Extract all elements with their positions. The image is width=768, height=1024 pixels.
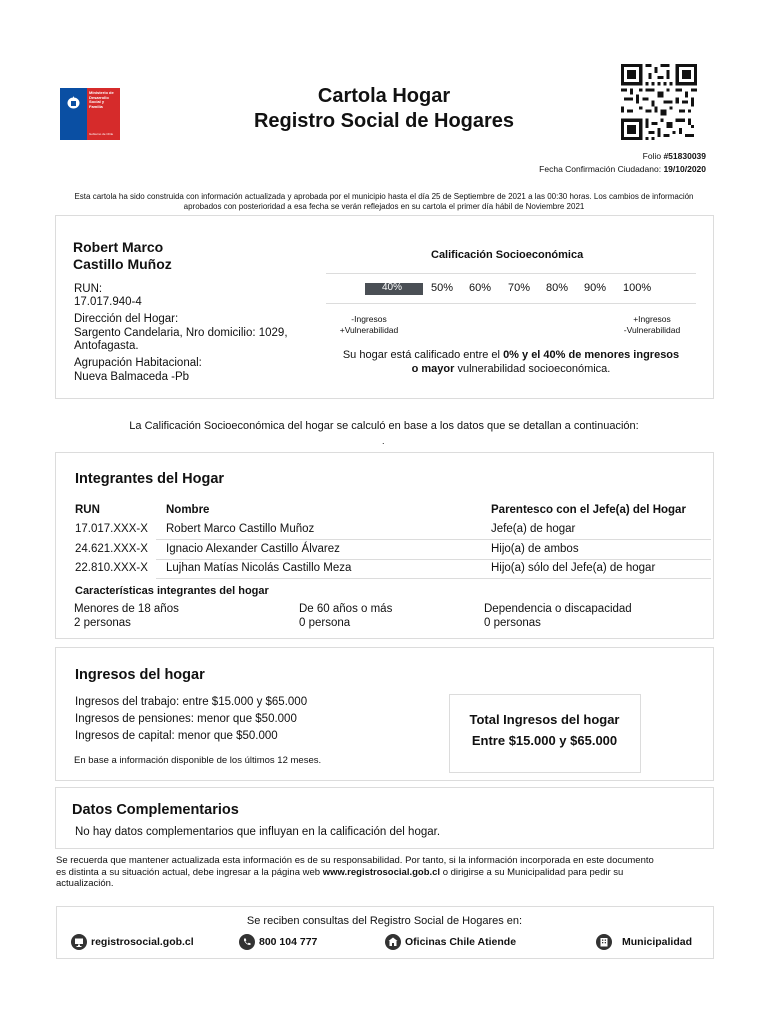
note-line3: actualización. — [56, 878, 114, 889]
group-value: Nueva Balmaceda -Pb — [74, 371, 190, 383]
scale-level-60: 60% — [469, 282, 492, 294]
scale-left-caption — [338, 314, 400, 336]
summary-part-a: Su hogar está calificado entre el — [342, 349, 500, 361]
member-name: Robert Marco Castillo Muñoz — [166, 523, 315, 535]
contact-label: Municipalidad — [622, 936, 693, 948]
income-title: Ingresos del hogar — [75, 667, 205, 683]
contact-municipality[interactable] — [596, 934, 692, 950]
scale-level-50: 50% — [431, 282, 454, 294]
summary-part-b: 0% y el 40% de menores ingresos — [503, 349, 680, 361]
member-run: 22.810.XXX-X — [75, 562, 148, 574]
complementary-title: Datos Complementarios — [72, 802, 239, 818]
scale-level-80: 80% — [546, 282, 569, 294]
characteristic-label: Dependencia o discapacidad — [484, 603, 632, 615]
run-value: 17.017.940-4 — [74, 296, 142, 308]
folio — [643, 151, 706, 161]
col-header-run: RUN — [75, 504, 100, 516]
folio-value: #51830039 — [663, 151, 706, 161]
note-line1: Se recuerda que mantener actualizada esta información es de su responsabilidad. Por tanto, si la información incorporada en este documento — [56, 855, 654, 866]
update-notice: Esta cartola ha sido construida con información actualizada y aprobada por el municipio hasta el día 25 de Septiembre de 2021 a las 00:30 horas. Los cambios de información aprobados con posterioridad a esa fecha se verán reflejados en su cartola el primer día hábil de Noviembre 2021 — [74, 192, 694, 211]
scale-level-40: 40% — [382, 282, 403, 293]
calculation-intro: La Calificación Socioeconómica del hogar se calculó en base a los datos que se detallan a continuación: — [129, 420, 639, 432]
contact-website[interactable] — [71, 934, 194, 950]
characteristic-value: 0 persona — [299, 617, 351, 629]
calificacion-title: Calificación Socioeconómica — [431, 249, 584, 261]
document-title: Cartola Hogar — [317, 85, 451, 107]
total-income-value: Entre $15.000 y $65.000 — [471, 733, 618, 748]
member-relation: Jefe(a) de hogar — [491, 523, 576, 535]
col-header-nombre: Nombre — [166, 504, 210, 516]
left-caption-line2: +Vulnerabilidad — [339, 325, 399, 335]
logo-line: Desarrollo — [89, 94, 109, 100]
address-line2: Antofagasta. — [74, 340, 139, 352]
characteristic-value: 0 personas — [484, 617, 541, 629]
right-caption-line1: +Ingresos — [633, 314, 671, 324]
phone-icon — [239, 934, 255, 950]
member-relation: Hijo(a) sólo del Jefe(a) de hogar — [491, 562, 656, 574]
scale-right-caption — [617, 314, 687, 336]
person-name-line1: Robert Marco — [73, 239, 164, 255]
contact-title: Se reciben consultas del Registro Social de Hogares en: — [246, 915, 523, 927]
characteristics-title: Características integrantes del hogar — [75, 585, 269, 597]
members-title: Integrantes del Hogar — [75, 471, 225, 487]
confirmation-date — [539, 164, 706, 174]
right-caption-line2: -Vulnerabilidad — [623, 325, 681, 335]
characteristic-label: De 60 años o más — [299, 603, 393, 615]
col-header-parentesco: Parentesco con el Jefe(a) del Hogar — [491, 504, 686, 516]
contact-card — [56, 906, 714, 959]
income-card — [55, 647, 714, 781]
responsibility-note — [56, 855, 714, 890]
confirmation-date-label: Fecha Confirmación Ciudadano: — [539, 164, 662, 174]
monitor-icon — [71, 934, 87, 950]
address-line1: Sargento Candelaria, Nro domicilio: 1029, — [74, 327, 288, 339]
member-relation: Hijo(a) de ambos — [491, 543, 579, 555]
run-label: RUN: — [74, 283, 103, 295]
note-line2-c: o dirigirse a su Municipalidad para pedir su — [442, 866, 624, 878]
characteristic-value: 2 personas — [74, 617, 131, 629]
member-name: Ignacio Alexander Castillo Álvarez — [166, 543, 340, 555]
scale-level-100: 100% — [623, 282, 652, 294]
logo-line: Familia — [89, 103, 103, 109]
contact-phone[interactable] — [239, 934, 317, 950]
logo-subtitle: Gobierno de Chile — [89, 132, 114, 136]
characteristic-label: Menores de 18 años — [74, 603, 179, 615]
confirmation-date-value: 19/10/2020 — [663, 164, 706, 174]
group-label: Agrupación Habitacional: — [74, 357, 202, 369]
contact-label: Oficinas Chile Atiende — [405, 936, 517, 948]
note-line2-a: es distinta a su situación actual, debe ingresar a la página web — [56, 866, 321, 878]
intro-dot: . — [382, 436, 385, 446]
household-summary-card — [55, 215, 714, 399]
website-link[interactable]: www.registrosocial.gob.cl — [322, 866, 441, 878]
total-income-box — [449, 694, 641, 773]
member-run: 17.017.XXX-X — [75, 523, 148, 535]
building-icon — [596, 934, 612, 950]
folio-label: Folio — [642, 151, 662, 161]
office-icon — [385, 934, 401, 950]
members-card — [55, 452, 714, 639]
income-line: Ingresos de pensiones: menor que $50.000 — [75, 713, 297, 725]
person-name-line2: Castillo Muñoz — [73, 256, 172, 272]
total-income-label: Total Ingresos del hogar — [469, 712, 620, 727]
note-line2 — [56, 867, 714, 879]
qr-code-icon — [619, 64, 699, 140]
logo-line: Social y — [89, 99, 105, 105]
left-caption-line1: -Ingresos — [351, 314, 387, 324]
scale-level-70: 70% — [508, 282, 531, 294]
income-line: Ingresos del trabajo: entre $15.000 y $65.000 — [75, 696, 308, 708]
calificacion-summary — [326, 348, 696, 376]
address-label: Dirección del Hogar: — [74, 313, 179, 325]
logo-line: Ministerio de — [89, 90, 114, 95]
contact-offices[interactable] — [385, 934, 516, 950]
scale-level-90: 90% — [584, 282, 607, 294]
summary-part-d: vulnerabilidad socioeconómica. — [457, 363, 611, 375]
member-name: Lujhan Matías Nicolás Castillo Meza — [166, 562, 352, 574]
complementary-card — [55, 787, 714, 849]
contact-label: 800 104 777 — [259, 936, 318, 948]
income-line: Ingresos de capital: menor que $50.000 — [75, 730, 278, 742]
document-subtitle: Registro Social de Hogares — [253, 110, 515, 132]
complementary-text: No hay datos complementarios que influyan en la calificación del hogar. — [75, 826, 441, 838]
member-run: 24.621.XXX-X — [75, 543, 148, 555]
summary-part-c: o mayor — [411, 363, 455, 375]
contact-label: registrosocial.gob.cl — [91, 936, 194, 948]
income-note: En base a información disponible de los últimos 12 meses. — [74, 755, 322, 766]
